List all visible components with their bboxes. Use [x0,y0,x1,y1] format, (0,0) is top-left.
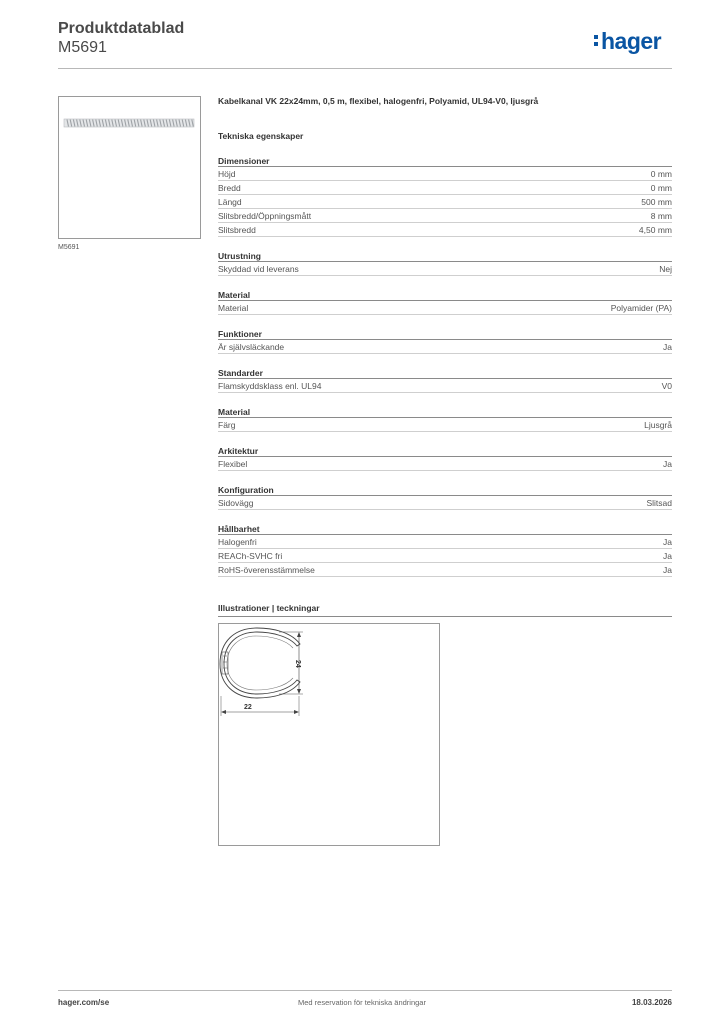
product-image-caption: M5691 [58,244,80,251]
spec-row [218,535,672,549]
spec-section [218,248,672,287]
spec-section [218,521,672,588]
spec-value: Ja [663,342,672,352]
spec-value: 8 mm [650,211,672,221]
spec-section [218,482,672,521]
product-image-frame [58,96,201,239]
hager-logo [594,28,661,55]
spec-row [218,195,672,209]
spec-row [218,209,672,223]
spec-value: 0 mm [650,169,672,179]
spec-row [218,418,672,432]
spec-label: Flexibel [218,459,248,469]
spec-section-title: Funktioner [218,326,672,340]
cable-duct-image-icon [63,117,195,129]
spec-label: Skyddad vid leverans [218,264,299,274]
page-title: Produktdatablad [58,20,185,37]
spec-value: 0 mm [650,183,672,193]
spec-section [218,404,672,443]
spec-value: Ja [663,459,672,469]
footer-divider [58,990,672,991]
spec-section [218,153,672,248]
spec-value: Ja [663,565,672,575]
logo-text: hager [601,28,662,54]
spec-label: Flamskyddsklass enl. UL94 [218,381,322,391]
spec-row [218,262,672,276]
footer-website[interactable]: hager.com/se [58,998,110,1007]
spec-label: RoHS-överensstämmelse [218,565,315,575]
product-description: Kabelkanal VK 22x24mm, 0,5 m, flexibel, halogenfri, Polyamid, UL94-V0, ljusgrå [218,96,539,106]
illustrations-divider [218,616,672,617]
spec-value: Polyamider (PA) [610,303,672,313]
spec-value: 4,50 mm [638,225,672,235]
dimension-width-label: 22 [244,704,252,711]
spec-value: Nej [659,264,672,274]
spec-row [218,496,672,510]
spec-label: Höjd [218,169,236,179]
spec-section-title: Material [218,287,672,301]
tech-properties-heading: Tekniska egenskaper [218,131,304,141]
spec-label: Slitsbredd/Öppningsmått [218,211,312,221]
footer-date: 18.03.2026 [631,998,672,1007]
spec-label: Material [218,303,249,313]
spec-value: Slitsad [646,498,672,508]
spec-label: REACh-SVHC fri [218,551,283,561]
cross-section-drawing [219,624,441,847]
spec-row [218,549,672,563]
duct-outline [220,628,300,698]
spec-label: Är självsläckande [218,342,285,352]
spec-section-title: Standarder [218,365,672,379]
spec-row [218,563,672,577]
spec-row [218,340,672,354]
spec-section-title: Utrustning [218,248,672,262]
spec-label: Halogenfri [218,537,257,547]
spec-section-title: Konfiguration [218,482,672,496]
footer-disclaimer: Med reservation för tekniska ändringar [298,998,426,1007]
spec-row [218,457,672,471]
dimension-height-label: 24 [294,660,301,668]
spec-row [218,223,672,237]
spec-label: Bredd [218,183,241,193]
spec-label: Längd [218,197,242,207]
spec-section [218,287,672,326]
spec-section [218,443,672,482]
technical-drawing-frame [218,623,440,846]
spec-section [218,365,672,404]
header-divider [58,68,672,69]
spec-section-title: Arkitektur [218,443,672,457]
spec-value: Ljusgrå [644,420,672,430]
spec-row [218,301,672,315]
spec-row [218,181,672,195]
spec-section-title: Hållbarhet [218,521,672,535]
spec-section-title: Material [218,404,672,418]
spec-value: Ja [663,537,672,547]
spec-row [218,167,672,181]
spec-section-title: Dimensioner [218,153,672,167]
spec-row [218,379,672,393]
spec-label: Sidovägg [218,498,254,508]
illustrations-heading: Illustrationer | teckningar [218,603,320,613]
spec-value: Ja [663,551,672,561]
spec-section [218,326,672,365]
logo-dots-icon [594,28,599,48]
product-code: M5691 [58,39,107,56]
spec-value: V0 [661,381,672,391]
spec-value: 500 mm [641,197,672,207]
spec-label: Slitsbredd [218,225,256,235]
spec-table [218,153,672,588]
spec-label: Färg [218,420,236,430]
